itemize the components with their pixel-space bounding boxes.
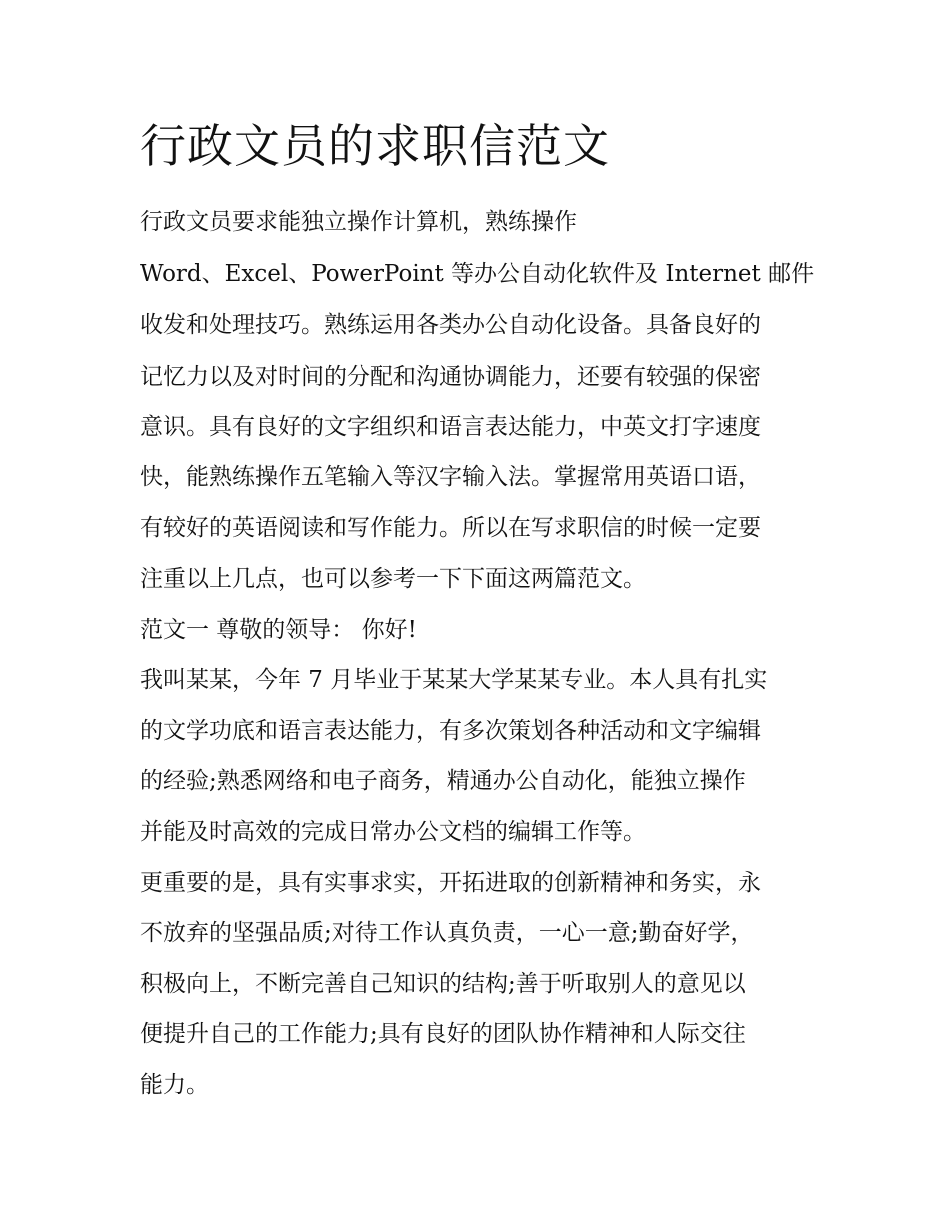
body-line: 并能及时高效的完成日常办公文档的编辑工作等。: [140, 819, 646, 845]
body-line: 积极向上，不断完善自己知识的结构;善于听取别人的意见以: [140, 971, 746, 997]
body-line: 意识。具有良好的文字组织和语言表达能力，中英文打字速度: [140, 414, 761, 440]
body-line: 能力。: [140, 1072, 209, 1098]
body-line: 我叫某某，今年 7 月毕业于某某大学某某专业。本人具有扎实: [140, 667, 768, 693]
body-line: 快，能熟练操作五笔输入等汉字输入法。掌握常用英语口语，: [140, 464, 761, 490]
body-line: 收发和处理技巧。熟练运用各类办公自动化设备。具备良好的: [140, 312, 761, 338]
body-line: 有较好的英语阅读和写作能力。所以在写求职信的时候一定要: [140, 515, 761, 541]
body-line: Word、Excel、PowerPoint 等办公自动化软件及 Internet 邮件: [140, 261, 815, 287]
body-line: 的文学功底和语言表达能力，有多次策划各种活动和文字编辑: [140, 718, 761, 744]
body-line: 不放弃的坚强品质;对待工作认真负责，一心一意;勤奋好学，: [140, 920, 754, 946]
body-line: 便提升自己的工作能力;具有良好的团队协作精神和人际交往: [140, 1021, 746, 1047]
body-line: 行政文员要求能独立操作计算机，熟练操作: [140, 209, 577, 235]
body-line: 的经验;熟悉网络和电子商务，精通办公自动化，能独立操作: [140, 768, 746, 794]
body-line: 更重要的是，具有实事求实，开拓进取的创新精神和务实，永: [140, 870, 761, 896]
salutation-line: 范文一 尊敬的领导： 你好!: [140, 617, 417, 643]
page-title: 行政文员的求职信范文: [140, 119, 610, 173]
body-line: 记忆力以及对时间的分配和沟通协调能力，还要有较强的保密: [140, 364, 761, 390]
body-line: 注重以上几点，也可以参考一下下面这两篇范文。: [140, 566, 646, 592]
